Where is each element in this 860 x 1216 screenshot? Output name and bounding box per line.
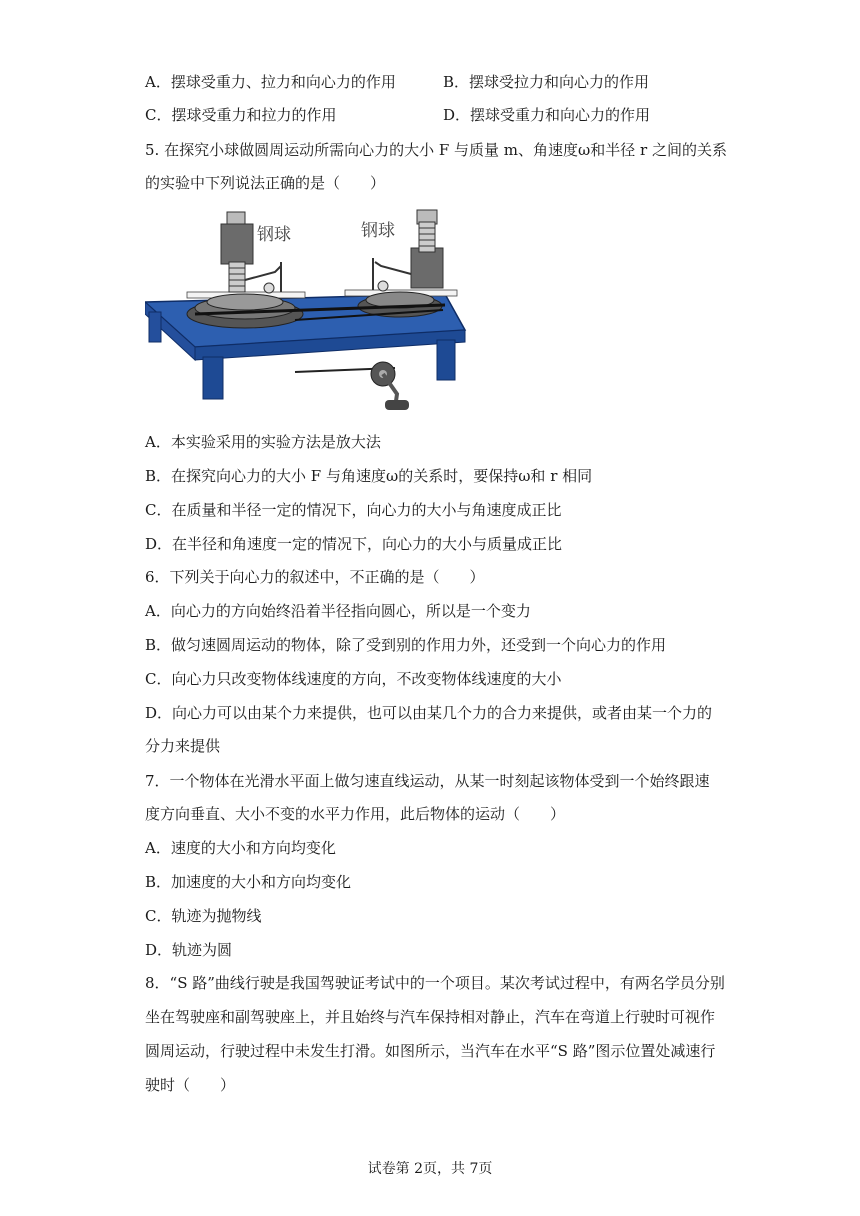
q5-option-d: D．在半径和角速度一定的情况下，向心力的大小与质量成正比: [145, 535, 563, 553]
steel-ball-label-right: 钢球: [361, 221, 395, 241]
q4-option-d: D．摆球受重力和向心力的作用: [443, 106, 651, 124]
q6-stem: 6．下列关于向心力的叙述中，不正确的是（ ）: [145, 568, 485, 586]
q6-option-d: D．向心力可以由某个力来提供，也可以由某几个力的合力来提供，或者由某一个力的: [145, 704, 713, 722]
q5-stem-line2: 的实验中下列说法正确的是（ ）: [145, 174, 386, 192]
centripetal-force-apparatus-figure: [145, 202, 477, 420]
q8-line4: 驶时（ ）: [145, 1076, 236, 1094]
q8-line1: 8．“S 路”曲线行驶是我国驾驶证考试中的一个项目。某次考试过程中，有两名学员分别: [145, 974, 725, 992]
q6-option-b: B．做匀速圆周运动的物体，除了受到别的作用力外，还受到一个向心力的作用: [145, 636, 667, 654]
page-footer: 试卷第 2页，共 7页: [367, 1161, 493, 1177]
q5-option-a: A．本实验采用的实验方法是放大法: [145, 433, 381, 451]
steel-ball-label-left: 钢球: [257, 225, 291, 245]
q7-option-d: D．轨迹为圆: [145, 941, 233, 959]
q5-option-c: C．在质量和半径一定的情况下，向心力的大小与角速度成正比: [145, 501, 562, 519]
q4-option-a: A．摆球受重力、拉力和向心力的作用: [145, 73, 396, 91]
q4-option-b: B．摆球受拉力和向心力的作用: [443, 73, 650, 91]
q8-line3: 圆周运动，行驶过程中未发生打滑。如图所示，当汽车在水平“S 路”图示位置处减速行: [145, 1042, 716, 1060]
q6-option-a: A．向心力的方向始终沿着半径指向圆心，所以是一个变力: [145, 602, 531, 620]
q6-option-d-cont: 分力来提供: [145, 737, 221, 755]
q8-line2: 坐在驾驶座和副驾驶座上，并且始终与汽车保持相对静止，汽车在弯道上行驶时可视作: [145, 1008, 716, 1026]
q7-stem-line1: 7．一个物体在光滑水平面上做匀速直线运动，从某一时刻起该物体受到一个始终跟速: [145, 772, 710, 790]
q7-option-c: C．轨迹为抛物线: [145, 907, 262, 925]
q5-option-b: B．在探究向心力的大小 F 与角速度ω的关系时，要保持ω和 r 相同: [145, 467, 593, 485]
q7-stem-line2: 度方向垂直、大小不变的水平力作用，此后物体的运动（ ）: [145, 805, 566, 823]
q4-option-c: C．摆球受重力和拉力的作用: [145, 106, 337, 124]
q7-option-a: A．速度的大小和方向均变化: [145, 839, 336, 857]
q6-option-c: C．向心力只改变物体线速度的方向，不改变物体线速度的大小: [145, 670, 562, 688]
q5-stem-line1: 5. 在探究小球做圆周运动所需向心力的大小 F 与质量 m、角速度ω和半径 r 之间的关系: [145, 141, 727, 159]
q7-option-b: B．加速度的大小和方向均变化: [145, 873, 352, 891]
